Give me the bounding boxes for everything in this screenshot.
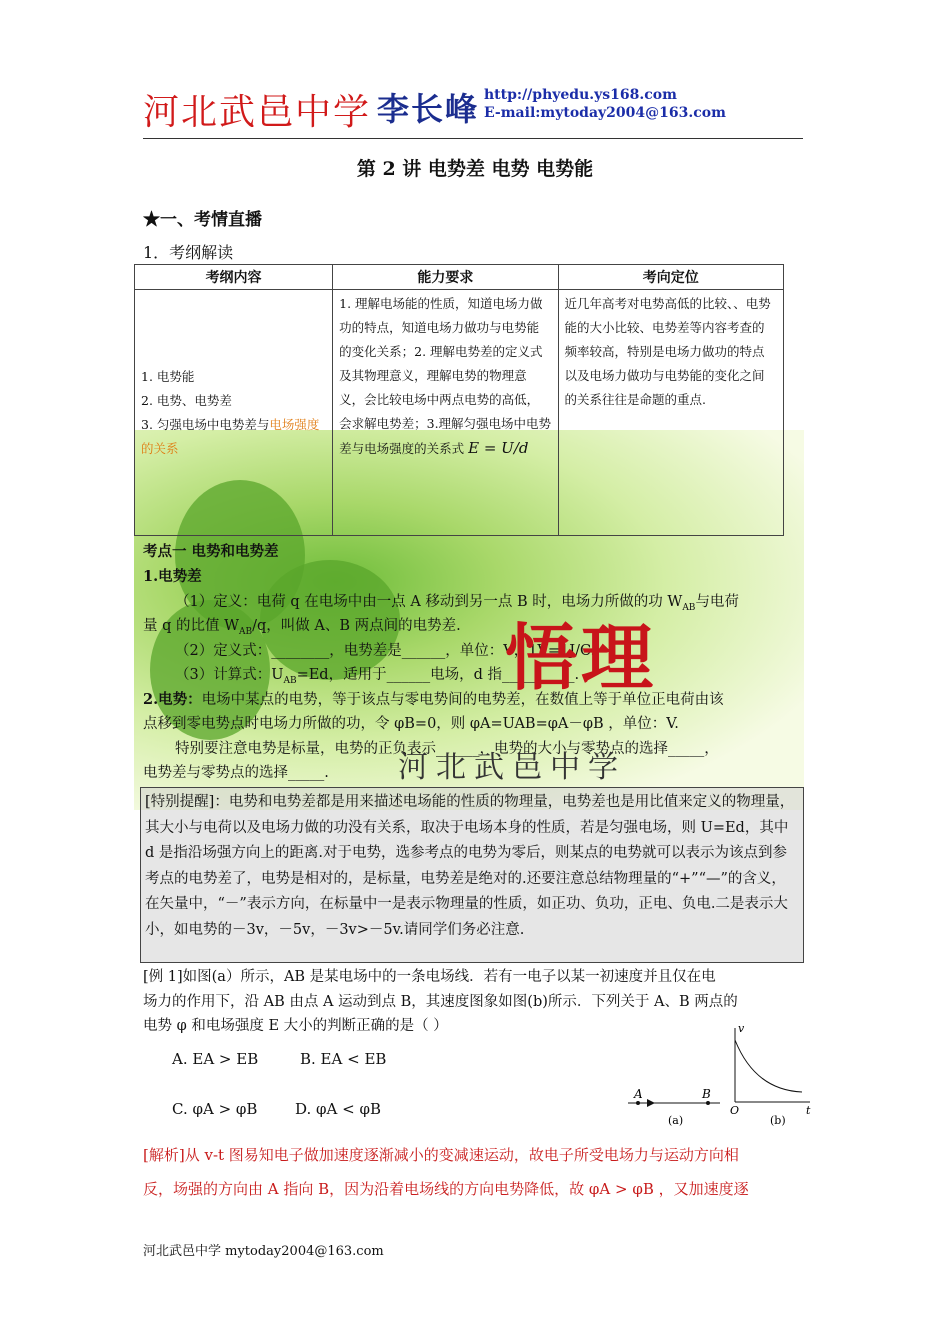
section-heading: ★一、考情直播 [143,210,262,230]
velocity-curve [735,1040,802,1092]
table-header: 考向定位 [558,265,783,290]
special-reminder-box: [特别提醒]：电势和电势差都是用来描述电场能的性质的物理量，电势差也是用比值来定义的物理量，其大小与电荷以及电场力做的功没有关系，取决于电场本身的性质，若是匀强电场，则 U=Ed，其中 d 是指沿场强方向上的距离.对于电势，选参考点的电势为零后，则某点的电势就可以表示为该点到参考点的电势差了，电势是相对的，是标量，电势差是绝对的.还要注意总结物理量的“+”“—”的含义，在矢量中，“－”表示方向，在标量中一是表示物理量的性质，如正功、负功，正电、负电.二是表示大小，如电势的－3v，－5v，－3v>－5v.请同学们务必注意. [140,787,804,963]
table-line: 3. 匀强电场中电势差与电场强度的关系 [141,416,320,456]
label-o: O [730,1104,740,1117]
point-b-marker [706,1101,710,1105]
table-cell [135,290,333,536]
example-figure [620,1020,820,1135]
header-contact [484,86,726,122]
handwritten-watermark: 河北武邑中学 [398,750,626,785]
page-footer: 河北武邑中学 mytoday2004@163.com [143,1244,384,1259]
header-url[interactable]: http://phyedu.ys168.com [484,87,677,103]
option-a[interactable]: A. EA > EB [172,1050,259,1068]
text-line: 量 q 的比值 $W_{AB}/q$，叫做 A、B 两点间的电势差. [143,618,461,637]
text-line: 点移到零电势点时电场力所做的功，令 φB=0，则 φA=UAB=φA－φB ，单位：V. [143,716,679,732]
text-line: 特别要注意电势是标量，电势的正负表示______，电势的大小与零势点的选择_____， [175,741,719,757]
text-line: 电势差与零势点的选择_____. [143,765,329,781]
paragraph-heading: 1.电势差 [143,568,202,585]
option-c[interactable]: C. φA > φB [172,1100,258,1118]
label-v: v [738,1022,745,1035]
text-line: （3）计算式：$U_{AB}=Ed$，适用于______电场，d 指__________. [175,667,580,686]
figure-a-caption: (a) [668,1114,684,1127]
table-header: 能力要求 [333,265,558,290]
text-line: 2.电势：电场中某点的电势，等于该点与零电势间的电势差，在数值上等于单位正电荷由该 [143,691,724,708]
option-b[interactable]: B. EA < EB [300,1050,387,1068]
label-a: A [634,1087,643,1101]
table-cell [558,290,783,536]
analysis-line: 反，场强的方向由 A 指向 B，因为沿着电场线的方向电势降低，故 φA > φB ，又加速度逐 [143,1180,749,1198]
header-divider [143,138,803,139]
figure-b-caption: (b) [770,1114,786,1127]
example-line: [例 1]如图(a）所示，AB 是某电场中的一条电场线．若有一电子以某一初速度并且仅在电 [143,969,716,985]
table-text: 1. 理解电场能的性质，知道电场力做功的特点，知道电场力做功与电势能的变化关系；2. 理解电势差的定义式及其物理意义，理解电势的物理意义，会比较电场中两点电势的高低，会求解电势差；3.理解匀强电场中电势差与电场强度的关系式 [339,296,552,456]
syllabus-table [134,264,784,536]
text-line: （2）定义式：________，电势差是______，单位：V，1V=1J/C. [175,643,596,659]
subsection-heading: 1．考纲解读 [143,243,234,262]
arrow-icon [647,1099,655,1107]
table-cell [333,290,558,536]
table-line: 2. 电势、电势差 [141,392,232,408]
table-line: 1. 电势能 [141,368,195,384]
author-name: 李长峰 [377,90,480,128]
analysis-line: [解析]从 v-t 图易知电子做加速度逐渐减小的变减速运动，故电子所受电场力与运动方向相 [143,1146,739,1164]
example-line: 电势 φ 和电场强度 E 大小的判断正确的是（ ） [143,1018,448,1034]
point-a-marker [636,1101,640,1105]
key-point-heading: 考点一 电势和电势差 [143,543,279,560]
text-line: （1）定义：电荷 q 在电场中由一点 A 移动到另一点 B 时，电场力所做的功 $W_{AB}$与电荷 [175,594,739,613]
highlight-text: 电场强度的关系 [141,416,320,456]
label-t: t [806,1104,811,1117]
header-email[interactable]: E-mail:mytoday2004@163.com [484,105,726,121]
school-logo-text: 河北武邑中学 [143,92,372,133]
formula: E = U/d [468,439,529,457]
option-d[interactable]: D. φA < φB [295,1100,381,1118]
red-stamp: 悟理 [505,615,658,700]
table-header: 考纲内容 [135,265,333,290]
page-title: 第 2 讲 电势差 电势 电势能 [356,158,594,180]
table-text: 近几年高考对电势高低的比较、、电势能的大小比较、电势差等内容考查的频率较高，特别是电场力做功的特点以及电场力做功与电势能的变化之间的关系往往是命题的重点. [564,296,771,407]
label-b: B [702,1087,711,1101]
example-line: 场力的作用下，沿 AB 由点 A 运动到点 B，其速度图象如图(b)所示．下列关于 A、B 两点的 [143,994,738,1010]
